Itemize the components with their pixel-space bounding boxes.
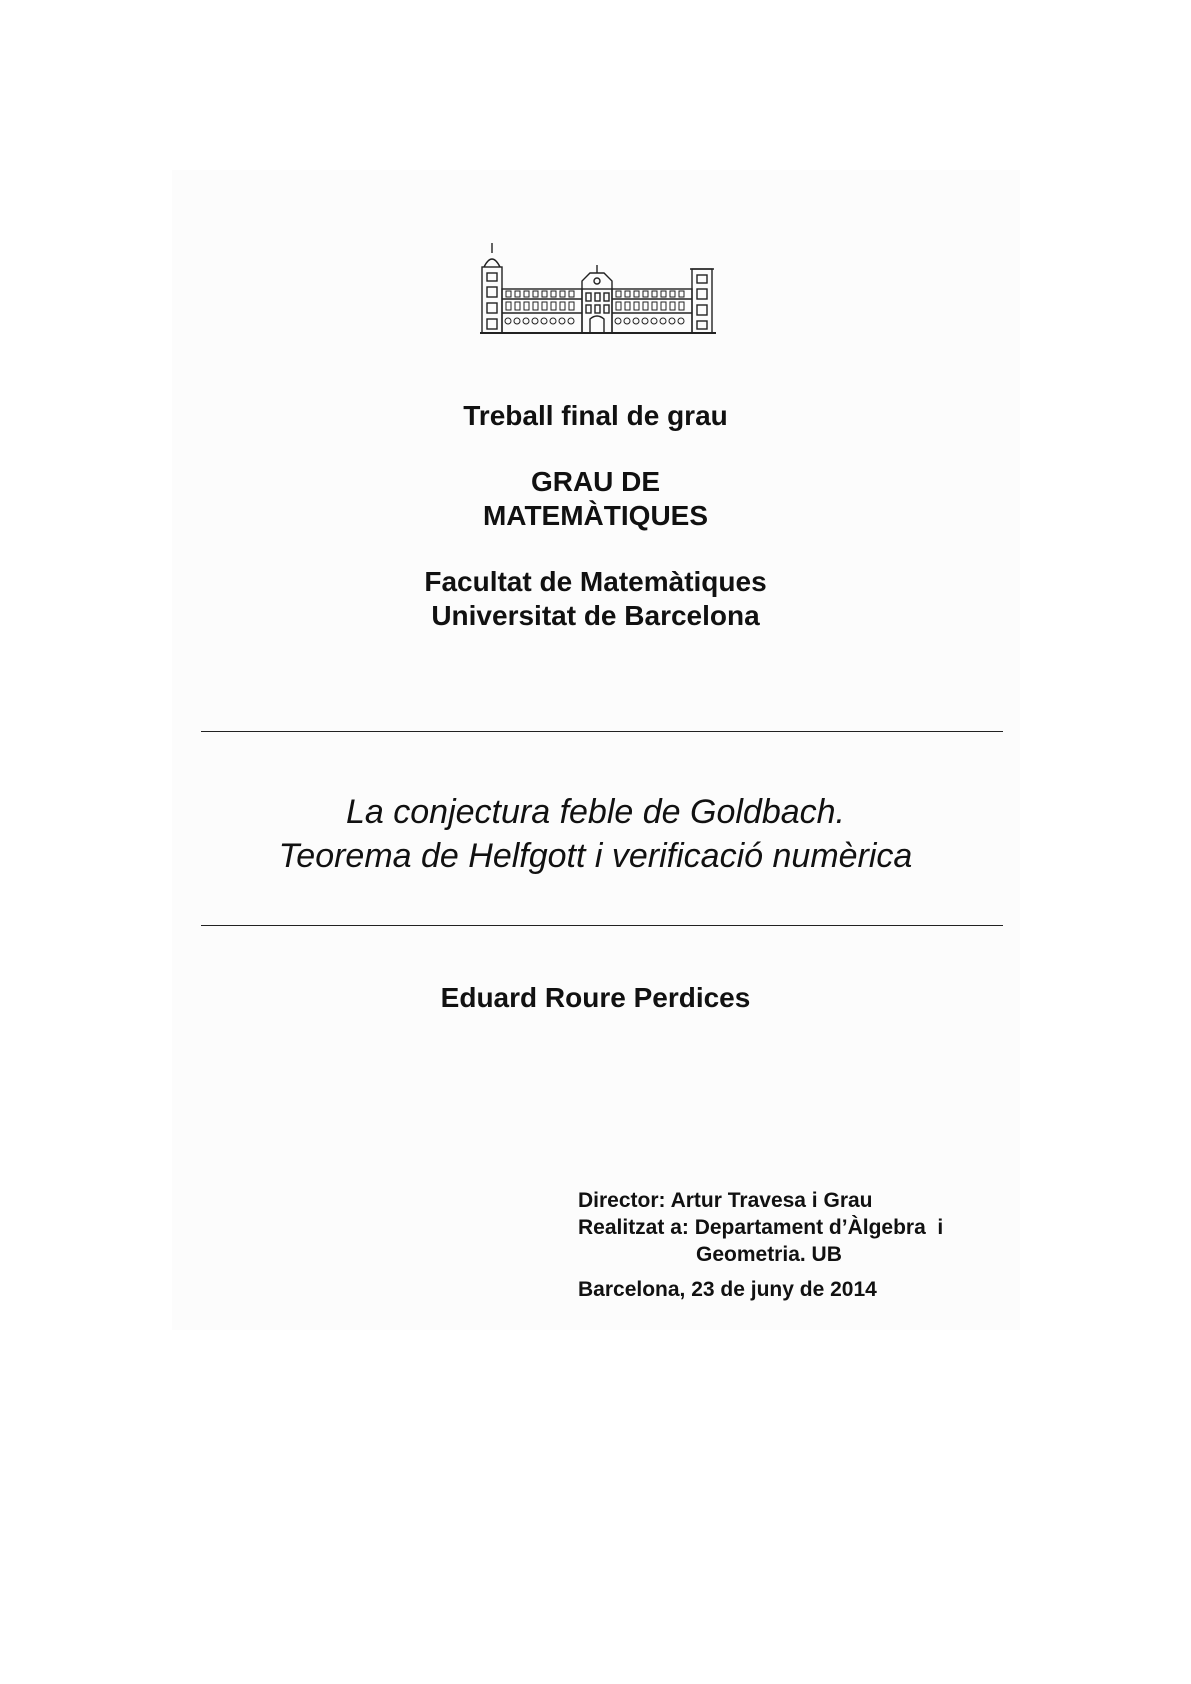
thesis-details (578, 1187, 943, 1303)
faculty-name: Facultat de Matemàtiques (424, 566, 767, 597)
department-line-2: Geometria. UB (696, 1243, 842, 1266)
degree-name-line-1: GRAU DE (530, 466, 661, 497)
thesis-title-line-1: La conjectura feble de Goldbach. (345, 793, 845, 831)
place-date: Barcelona, 23 de juny de 2014 (578, 1278, 877, 1301)
cover-panel (172, 170, 1020, 1330)
divider-bottom (201, 925, 1003, 926)
degree-name (0, 465, 1191, 533)
thesis-title (0, 790, 1191, 878)
university-name: Universitat de Barcelona (431, 600, 760, 631)
degree-label: Treball final de grau (463, 400, 728, 431)
department-line-1: Realitzat a: Departament d’Àlgebra i (578, 1216, 944, 1239)
faculty-block (0, 565, 1191, 633)
degree-name-line-2: MATEMÀTIQUES (482, 500, 709, 531)
university-building-icon (480, 243, 716, 335)
thesis-title-line-2: Teorema de Helfgott i verificació numèrica (278, 837, 913, 875)
divider-top (201, 731, 1003, 732)
director-line: Director: Artur Travesa i Grau (578, 1189, 873, 1212)
author-name: Eduard Roure Perdices (440, 982, 751, 1013)
